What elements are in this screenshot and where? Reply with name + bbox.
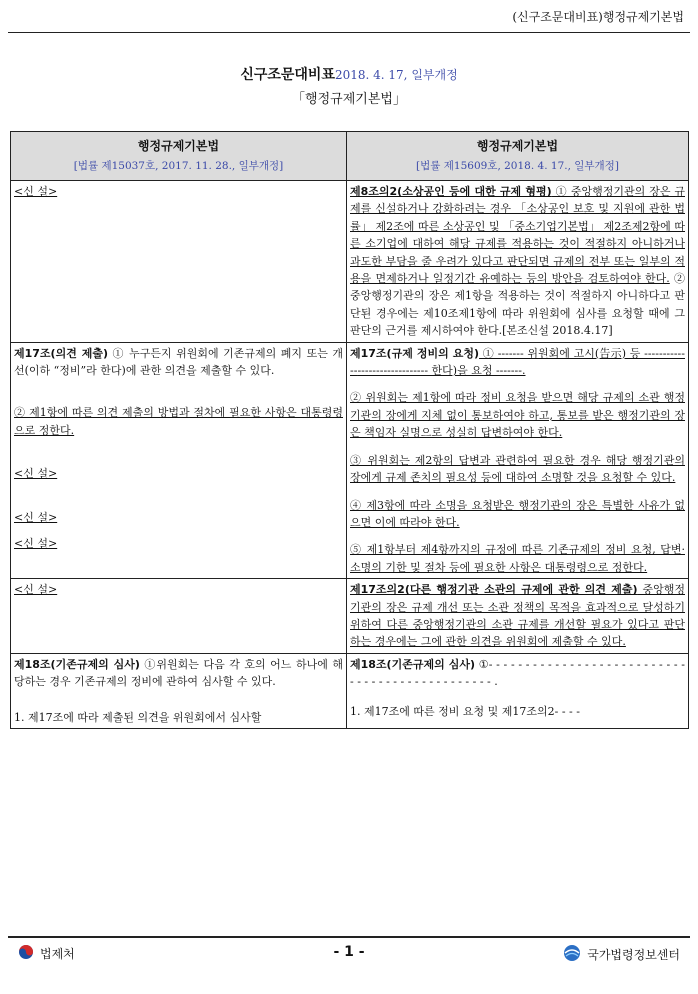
- page-number: - 1 -: [333, 944, 365, 960]
- old-text-cell: [11, 181, 347, 343]
- new-text-cell: [347, 342, 689, 578]
- new-law-title: 행정규제기본법: [476, 139, 559, 153]
- old-law-version: [법률 제15037호, 2017. 11. 28., 일부개정]: [73, 160, 284, 172]
- footer-divider: [8, 936, 690, 938]
- article-heading: 제17조(의견 제출): [14, 346, 108, 360]
- new-text-cell: [347, 181, 689, 343]
- new-provision-marker: <신 설>: [14, 510, 58, 524]
- table-row: [11, 181, 689, 343]
- paragraph-text: ① ------- 위원회에 고시(告示) 등 -------------: [350, 346, 685, 378]
- header-divider: [8, 32, 690, 33]
- paragraph-text: ③ 위원회는 제2항의 답변과 관련하여 필요한 경우 해당 행정기관의 장에게 규제 존치의 필요성 등에 대하여 소명할 것을 요청할 수 있다.: [350, 453, 685, 485]
- paragraph-text: ② 제1항에 따른 의견 제출의 방법과 절차에 필요한 사항은 대통령령으로 정한다.: [14, 406, 343, 437]
- globe-logo-icon: [563, 944, 581, 965]
- paragraph-text: ⑤ 제1항부터 제4항까지의 규정에 따른 기존규제의 정비 요청, 답변·소명의 기한 및 절차 등에 필요한 사항은 대통령령으로 정한다.: [350, 543, 685, 574]
- new-provision-marker: <신 설>: [14, 467, 58, 481]
- paragraph-text: 중앙행정기관의 장은 규제 개선 또는 소관 정책의 목적을 효과적으로 달성하기 위하여 다른 중앙행정기관의 소관 규제를 개선할 필요가 있다고 판단하는 경우에는 그에 관한 의견을 위원회에 제출할 수 있다.: [350, 583, 685, 649]
- publisher-name: 법제처: [40, 947, 75, 961]
- table-row: [11, 653, 689, 728]
- paragraph-text: ④ 제3항에 따라 소명을 요청받은 행정기관의 장은 특별한 사유가 없으면 이에 따라야 한다.: [350, 498, 685, 529]
- old-law-title: 행정규제기본법: [137, 139, 220, 153]
- new-text-cell: [347, 653, 689, 728]
- paragraph-text: ------------------- 한다)을 요청 -------.: [357, 364, 526, 378]
- new-provision-marker: <신 설>: [14, 583, 58, 597]
- old-text-cell: [11, 653, 347, 728]
- enactment-note: [본조신설 2018.4.17]: [502, 324, 613, 338]
- article-heading: 제17조(규제 정비의 요청): [350, 346, 480, 360]
- new-provision-marker: <신 설>: [14, 537, 58, 551]
- page-title: [0, 64, 698, 84]
- paragraph-text: ①위원회는 다음 각 호의 어느 하나에 해당하는 경우 기존규제의 정비에 관하여 심사할 수 있다.: [14, 657, 343, 689]
- item-text: 1. 제17조에 따른 정비 요청 및 제17조의2- - - -: [350, 704, 580, 718]
- paragraph-text: ①- - - - - - - - -: [475, 657, 552, 671]
- article-heading: 제18조(기존규제의 심사): [14, 657, 140, 671]
- new-law-version: [법률 제15609호, 2018. 4. 17., 일부개정]: [416, 160, 619, 172]
- comparison-table: [10, 131, 689, 729]
- law-name: 「행정규제기본법」: [292, 92, 406, 107]
- article-heading: 제17조의2(다른 행정기관 소관의 규제에 관한 의견 제출): [350, 583, 638, 597]
- paragraph-text: ② 위원회는 제1항에 따라 정비 요청을 받으면 해당 규제의 소관 행정기관의 장에게 지체 없이 통보하여야 하고, 통보를 받은 행정기관의 장은 책임자 실명으로 성실히 답변하여야 한다.: [350, 391, 685, 440]
- footer-source: [563, 944, 680, 965]
- table-row: [11, 579, 689, 654]
- title-main: 신구조문대비표: [240, 67, 335, 83]
- old-law-header: [11, 132, 347, 181]
- paragraph-text: - - - - - - - - - - - - - - - - - - - - - - - - - - - - - - - - - - - - - - .: [350, 657, 685, 689]
- header-document-tag: (신구조문대비표)행정규제기본법: [512, 10, 684, 24]
- paragraph-text: ① 중앙행정기관의 장은 규제를 신설하거나 강화하려는 경우 「소상공인 보호 및 지원에 관한 법률」 제2조에 따른 소상공인 및 「중소기업기본법」 제2조제2항에 따른 소기업에 대하여 해당 규제를 적용하는 것이 적절하지 아니하거나 과도한 부담을 줄 우려가 있다고 판단되면 규제의 전부 또는 일부의 적용을 면제하거나 일정기간 유예하는 등의 방안을 검토하여야 한다.: [350, 185, 685, 286]
- table-header-row: [11, 132, 689, 181]
- new-text-cell: [347, 579, 689, 654]
- article-heading: 제8조의2(소상공인 등에 대한 규제 형평): [350, 185, 552, 198]
- new-law-header: [347, 132, 689, 181]
- old-text-cell: [11, 579, 347, 654]
- item-text: 1. 제17조에 따라 제출된 의견을 위원회에서 심사할: [14, 710, 262, 724]
- new-provision-marker: <신 설>: [14, 185, 58, 198]
- article-heading: 제18조(기존규제의 심사): [350, 657, 476, 671]
- source-name: 국가법령정보센터: [587, 948, 680, 962]
- old-text-cell: [11, 342, 347, 578]
- paragraph-text: ② 중앙행정기관의 장은 제1항을 적용하는 것이 적절하지 아니하다고 판단된 경우에는 제10조제1항에 따라 위원회에 심사를 요청할 때에 그 판단의 근거를 제시하여야 한다.: [350, 272, 685, 338]
- table-row: [11, 342, 689, 578]
- title-date: 2018. 4. 17, 일부개정: [334, 68, 458, 82]
- paragraph-text: ① 누구든지 위원회에 기존규제의 폐지 또는 개선(이하 “정비”라 한다)에 관한 의견을 제출할 수 있다.: [14, 346, 343, 378]
